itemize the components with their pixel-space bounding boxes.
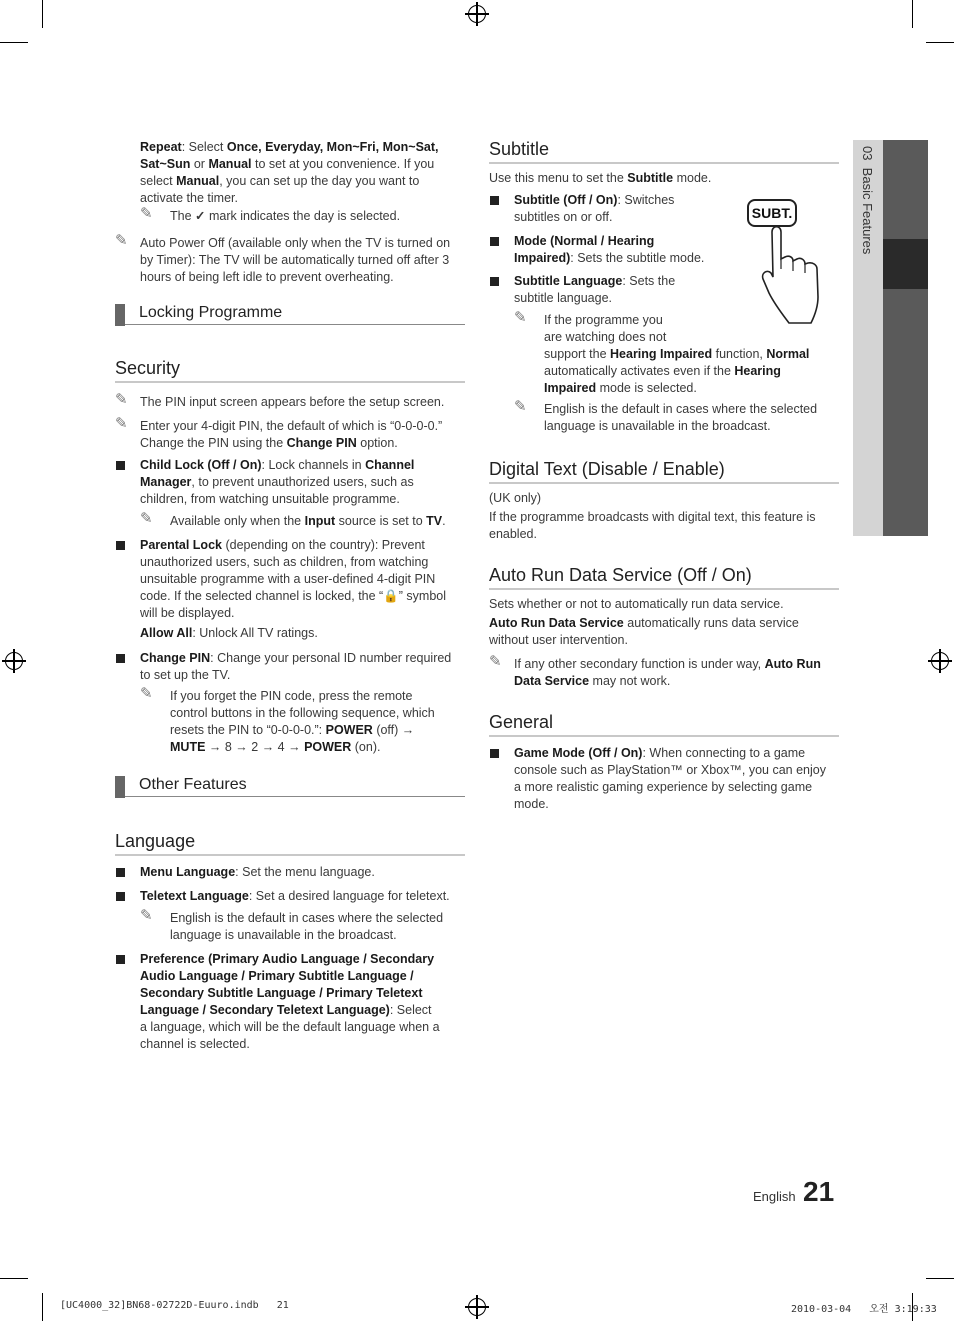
bullet-icon bbox=[490, 196, 499, 205]
auto-run-heading: Auto Run Data Service (Off / On) bbox=[489, 565, 839, 590]
crop-mark bbox=[42, 0, 43, 28]
crop-mark bbox=[926, 1278, 954, 1279]
bullet-icon bbox=[116, 541, 125, 550]
subtitle-item-1: Subtitle (Off / On): Switches subtitles on or off. bbox=[514, 193, 675, 224]
pencil-note-icon: ✎ bbox=[514, 398, 527, 415]
print-info-left: [UC4000_32]BN68-02722D-Euuro.indb 21 bbox=[60, 1300, 289, 1311]
digital-text-body: (UK only) If the programme broadcasts with digital text, this feature is enabled. bbox=[489, 491, 816, 541]
bullet-icon bbox=[116, 654, 125, 663]
child-lock-item: Child Lock (Off / On): Lock channels in Channel Manager, to prevent unauthorized users, such as children, from watching unsuitable programme. bbox=[140, 458, 415, 506]
pencil-note-icon: ✎ bbox=[115, 232, 128, 249]
pencil-note-icon: ✎ bbox=[115, 391, 128, 408]
auto-run-body: Sets whether or not to automatically run data service. Auto Run Data Service automatically runs data service without user intervention. bbox=[489, 597, 799, 647]
crop-mark bbox=[926, 42, 954, 43]
game-mode-item: Game Mode (Off / On): When connecting to a game console such as PlayStation™ or Xbox™, you can enjoy a more realistic gaming experience by selecting game mode. bbox=[514, 746, 826, 811]
crop-mark bbox=[912, 0, 913, 28]
subtitle-note-1: If the programme you are watching does not support the Hearing Impaired function, Normal automatically activates even if the Hearing Impaired mode is selected. bbox=[544, 313, 810, 395]
bullet-icon bbox=[490, 237, 499, 246]
teletext-language-item: Teletext Language: Set a desired language for teletext. bbox=[140, 889, 450, 903]
auto-run-note: If any other secondary function is under way, Auto Run Data Service may not work. bbox=[514, 657, 821, 688]
bullet-icon bbox=[116, 892, 125, 901]
lock-icon: 🔒 bbox=[383, 589, 399, 603]
registration-mark-icon bbox=[931, 652, 949, 670]
digital-text-heading: Digital Text (Disable / Enable) bbox=[489, 459, 839, 484]
subtitle-note-2: English is the default in cases where the selected language is unavailable in the broadcast. bbox=[544, 402, 818, 433]
registration-mark-icon bbox=[468, 5, 486, 23]
crop-mark bbox=[0, 42, 28, 43]
menu-language-item: Menu Language: Set the menu language. bbox=[140, 865, 375, 879]
subtitle-intro: Use this menu to set the Subtitle mode. bbox=[489, 171, 712, 185]
change-pin-note: If you forget the PIN code, press the remote control buttons in the following sequence, which resets the PIN to “0-0-0-0.”: POWER (off) → MUTE → 8 → 2 → 4 → POWER (on). bbox=[170, 689, 435, 754]
teletext-note: English is the default in cases where the selected language is unavailable in the broadcast. bbox=[170, 911, 444, 942]
security-heading: Security bbox=[115, 358, 465, 383]
side-tab-active bbox=[883, 239, 928, 289]
child-lock-note: Available only when the Input source is set to TV. bbox=[170, 514, 446, 528]
pencil-note-icon: ✎ bbox=[140, 205, 153, 222]
subtitle-heading: Subtitle bbox=[489, 139, 839, 164]
pencil-note-icon: ✎ bbox=[140, 685, 153, 702]
pencil-note-icon: ✎ bbox=[115, 415, 128, 432]
change-pin-item: Change PIN: Change your personal ID number required to set up the TV. bbox=[140, 651, 452, 682]
subtitle-item-2: Mode (Normal / Hearing Impaired): Sets the subtitle mode. bbox=[514, 234, 705, 265]
security-note-2: Enter your 4-digit PIN, the default of which is “0-0-0-0.” Change the PIN using the Change PIN option. bbox=[140, 419, 443, 450]
pencil-note-icon: ✎ bbox=[140, 907, 153, 924]
registration-mark-icon bbox=[5, 652, 23, 670]
repeat-note: The ✓ mark indicates the day is selected. bbox=[170, 209, 401, 223]
repeat-paragraph: Repeat: Select Once, Everyday, Mon~Fri, Mon~Sat, Sat~Sun or Manual to set at you convenience. If you select Manual, you can set up the day you want to activate the timer. bbox=[140, 140, 439, 205]
subt-button: SUBT. bbox=[747, 199, 797, 227]
preference-item: Preference (Primary Audio Language / Secondary Audio Language / Primary Subtitle Language / Secondary Subtitle Language / Primary Teletext Language / Secondary Teletext Language): Select a language, which will be the default language when a channel is selected. bbox=[140, 952, 440, 1051]
other-features-heading: Other Features bbox=[115, 776, 465, 797]
locking-programme-heading: Locking Programme bbox=[115, 304, 465, 325]
bullet-icon bbox=[490, 749, 499, 758]
subtitle-item-3: Subtitle Language: Sets the subtitle language. bbox=[514, 274, 676, 305]
side-tab-label: 03 Basic Features bbox=[860, 146, 875, 255]
pencil-note-icon: ✎ bbox=[514, 309, 527, 326]
bullet-icon bbox=[116, 461, 125, 470]
pencil-note-icon: ✎ bbox=[489, 653, 502, 670]
side-tab-dark bbox=[883, 140, 928, 536]
registration-mark-icon bbox=[468, 1298, 486, 1316]
bullet-icon bbox=[490, 277, 499, 286]
crop-mark bbox=[42, 1293, 43, 1321]
page-number: 21 bbox=[803, 1176, 835, 1207]
security-note-1: The PIN input screen appears before the setup screen. bbox=[140, 395, 445, 409]
print-info-right: 2010-03-04 오전 3:19:33 bbox=[791, 1304, 937, 1315]
bullet-icon bbox=[116, 868, 125, 877]
parental-lock-item: Parental Lock (depending on the country): Prevent unauthorized users, such as children, from watching unsuitable programme with a user-defined 4-digit PIN code. If the selected channel is locked, the “🔒” symbol will be displayed. bbox=[140, 538, 447, 620]
language-heading: Language bbox=[115, 831, 465, 856]
subt-button-illustration bbox=[745, 197, 835, 327]
auto-power-off-note: Auto Power Off (available only when the TV is turned on by Timer): The TV will be automatically turned off after 3 hours of being left idle to prevent overheating. bbox=[140, 236, 451, 284]
bullet-icon bbox=[116, 955, 125, 964]
footer-language: English bbox=[753, 1189, 796, 1204]
checkmark-icon: ✓ bbox=[195, 209, 206, 223]
general-heading: General bbox=[489, 712, 839, 737]
pencil-note-icon: ✎ bbox=[140, 510, 153, 527]
allow-all: Allow All: Unlock All TV ratings. bbox=[140, 626, 318, 640]
crop-mark bbox=[0, 1278, 28, 1279]
